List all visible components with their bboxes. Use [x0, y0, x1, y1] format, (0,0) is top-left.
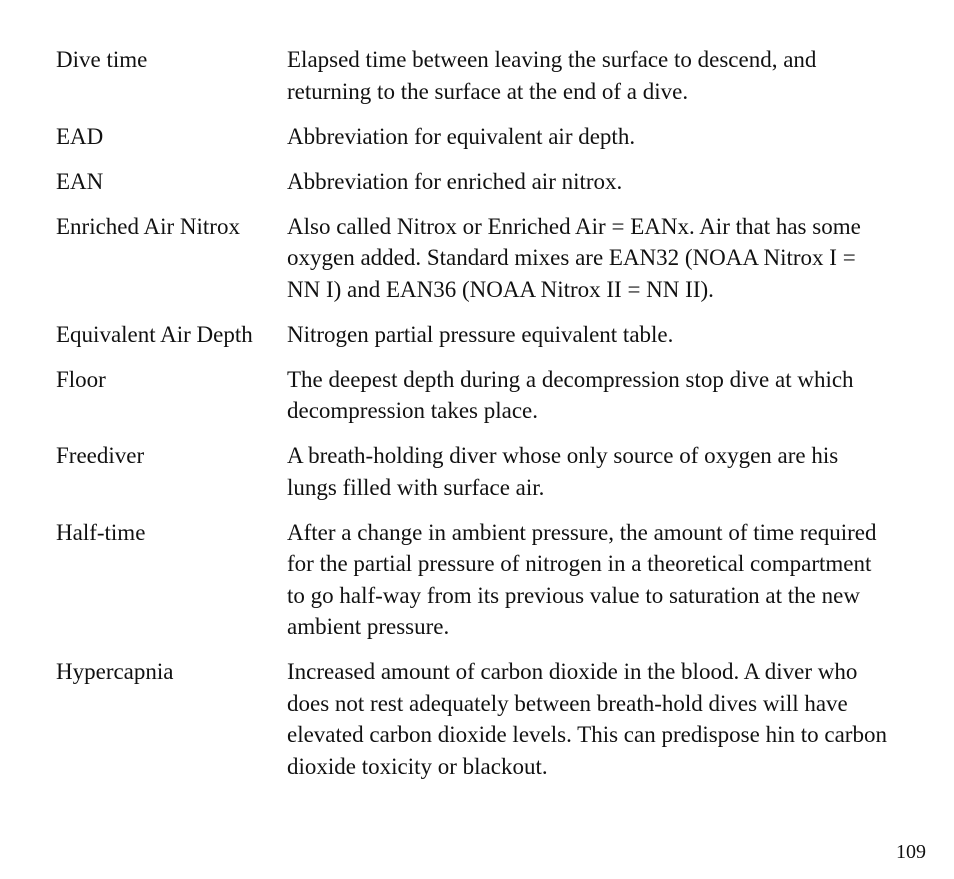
glossary-definition: Abbreviation for enriched air nitrox. — [287, 168, 623, 194]
glossary-entry-freediver — [56, 440, 896, 503]
glossary-definition: Increased amount of carbon dioxide in the blood. A diver who does not rest adequately between breath-hold dives will have elevated carbon dioxide levels. This can predispose hin to carbon dioxide toxicity or blackout. — [287, 659, 887, 779]
glossary-term: Hypercapnia — [56, 659, 174, 684]
glossary-entry-enriched-air-nitrox — [56, 211, 896, 306]
glossary-definition: The deepest depth during a decompression stop dive at which decompression takes place. — [287, 366, 854, 423]
glossary-term: Floor — [56, 366, 106, 392]
glossary-entry-floor — [56, 364, 896, 427]
glossary-term: Equivalent Air Depth — [56, 321, 253, 347]
glossary-definition: Also called Nitrox or Enriched Air = EANx. Air that has some oxygen added. Standard mixes are EAN32 (NOAA Nitrox I = NN I) and EAN36 (NOAA Nitrox II = NN II). — [287, 213, 861, 302]
glossary-term: Dive time — [56, 47, 148, 72]
glossary-term: EAD — [56, 123, 104, 149]
glossary-entry-ead — [56, 121, 896, 153]
glossary-definition: Abbreviation for equivalent air depth. — [287, 123, 636, 149]
glossary-entry-ean — [56, 166, 896, 198]
glossary-term: Half-time — [56, 519, 146, 545]
glossary-term: Enriched Air Nitrox — [56, 213, 240, 239]
glossary-list — [56, 44, 896, 796]
glossary-entry-hypercapnia — [56, 656, 896, 782]
glossary-entry-equivalent-air-depth — [56, 319, 896, 351]
glossary-definition: A breath-holding diver whose only source of oxygen are his lungs filled with surface air. — [287, 443, 839, 500]
glossary-term: EAN — [56, 168, 104, 194]
glossary-entry-half-time — [56, 517, 896, 643]
glossary-term: Freediver — [56, 443, 145, 468]
page-number: 109 — [896, 841, 926, 863]
glossary-definition: Nitrogen partial pressure equivalent table. — [287, 321, 674, 347]
glossary-definition: After a change in ambient pressure, the amount of time required for the partial pressure of nitrogen in a theoretical compartment to go half-way from its previous value to saturation at the new ambient pressure. — [287, 519, 877, 639]
glossary-definition: Elapsed time between leaving the surface to descend, and returning to the surface at the end of a dive. — [287, 47, 817, 104]
glossary-entry-dive-time — [56, 44, 896, 107]
